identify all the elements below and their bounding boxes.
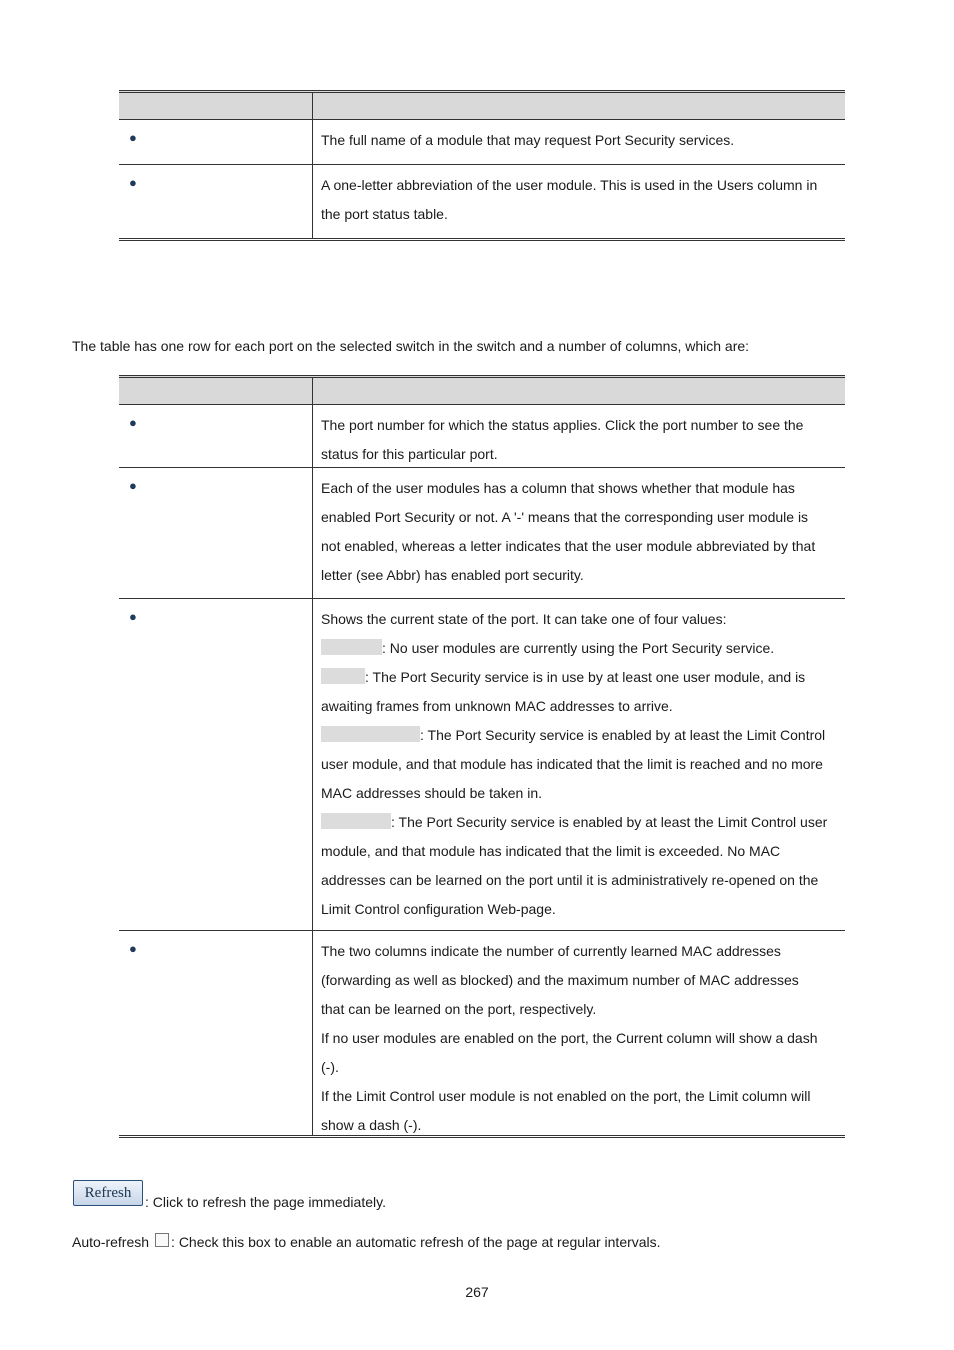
table-row: [119, 931, 845, 1138]
table-row: [119, 165, 845, 241]
row-text: module, and that module has indicated that the limit is exceeded. No MAC: [321, 843, 781, 859]
state-line: [321, 663, 837, 692]
bullet-icon: ●: [129, 415, 137, 430]
state-line: [321, 721, 837, 750]
intro-paragraph: The table has one row for each port on the selected switch in the switch and a number of columns, which are:: [72, 338, 750, 354]
state-line: [321, 634, 837, 663]
table-header: [119, 90, 845, 120]
bullet-icon: ●: [129, 941, 137, 956]
row-text: : The Port Security service is enabled by at least the Limit Control: [420, 727, 826, 743]
refresh-description: : Click to refresh the page immediately.: [145, 1194, 386, 1210]
row-text: Limit Control configuration Web-page.: [321, 901, 556, 917]
bullet-icon: ●: [129, 609, 137, 624]
refresh-button[interactable]: Refresh: [73, 1180, 143, 1206]
row-text: If no user modules are enabled on the port, the Current column will show a dash: [321, 1030, 818, 1046]
table-header: [119, 375, 845, 405]
auto-refresh-checkbox[interactable]: [155, 1233, 169, 1247]
row-text: enabled Port Security or not. A '-' means that the corresponding user module is: [321, 509, 809, 525]
auto-refresh-label: Auto-refresh: [72, 1234, 150, 1250]
state-value-highlight: [321, 639, 382, 655]
user-module-table: [119, 90, 845, 241]
table-row: [119, 120, 845, 165]
auto-refresh-line: [72, 1233, 661, 1250]
port-status-table: [119, 375, 845, 1138]
row-text: (-).: [321, 1059, 339, 1075]
state-value-highlight: [321, 813, 391, 829]
row-text: : No user modules are currently using the Port Security service.: [382, 640, 775, 656]
row-text: MAC addresses should be taken in.: [321, 785, 543, 801]
row-text: A one-letter abbreviation of the user module. This is used in the Users column in: [321, 177, 818, 193]
row-text: not enabled, whereas a letter indicates that the user module abbreviated by that: [321, 538, 816, 554]
state-value-highlight: [321, 668, 365, 684]
row-text: Shows the current state of the port. It can take one of four values:: [321, 611, 727, 627]
row-text: : The Port Security service is in use by at least one user module, and is: [365, 669, 806, 685]
state-value-highlight: [321, 726, 420, 742]
row-text: The port number for which the status applies. Click the port number to see the: [321, 417, 804, 433]
row-text: status for this particular port.: [321, 446, 498, 462]
row-text: If the Limit Control user module is not enabled on the port, the Limit column will: [321, 1088, 811, 1104]
table-row: [119, 405, 845, 468]
row-text: The two columns indicate the number of currently learned MAC addresses: [321, 943, 781, 959]
bullet-icon: ●: [129, 175, 137, 190]
row-text: that can be learned on the port, respectively.: [321, 1001, 597, 1017]
row-text: the port status table.: [321, 206, 448, 222]
table-row: [119, 468, 845, 599]
row-text: user module, and that module has indicated that the limit is reached and no more: [321, 756, 823, 772]
row-text: The full name of a module that may request Port Security services.: [321, 132, 735, 148]
row-text: (forwarding as well as blocked) and the maximum number of MAC addresses: [321, 972, 799, 988]
auto-refresh-description: : Check this box to enable an automatic refresh of the page at regular intervals.: [171, 1234, 661, 1250]
bullet-icon: ●: [129, 130, 137, 145]
page-number: 267: [465, 1284, 489, 1300]
bullet-icon: ●: [129, 478, 137, 493]
row-text: letter (see Abbr) has enabled port security.: [321, 567, 584, 583]
row-text: awaiting frames from unknown MAC addresses to arrive.: [321, 698, 673, 714]
row-text: addresses can be learned on the port until it is administratively re-opened on the: [321, 872, 819, 888]
table-row: [119, 599, 845, 931]
state-line: [321, 808, 837, 837]
row-text: show a dash (-).: [321, 1117, 422, 1133]
row-text: Each of the user modules has a column that shows whether that module has: [321, 480, 795, 496]
row-text: : The Port Security service is enabled by at least the Limit Control user: [391, 814, 828, 830]
